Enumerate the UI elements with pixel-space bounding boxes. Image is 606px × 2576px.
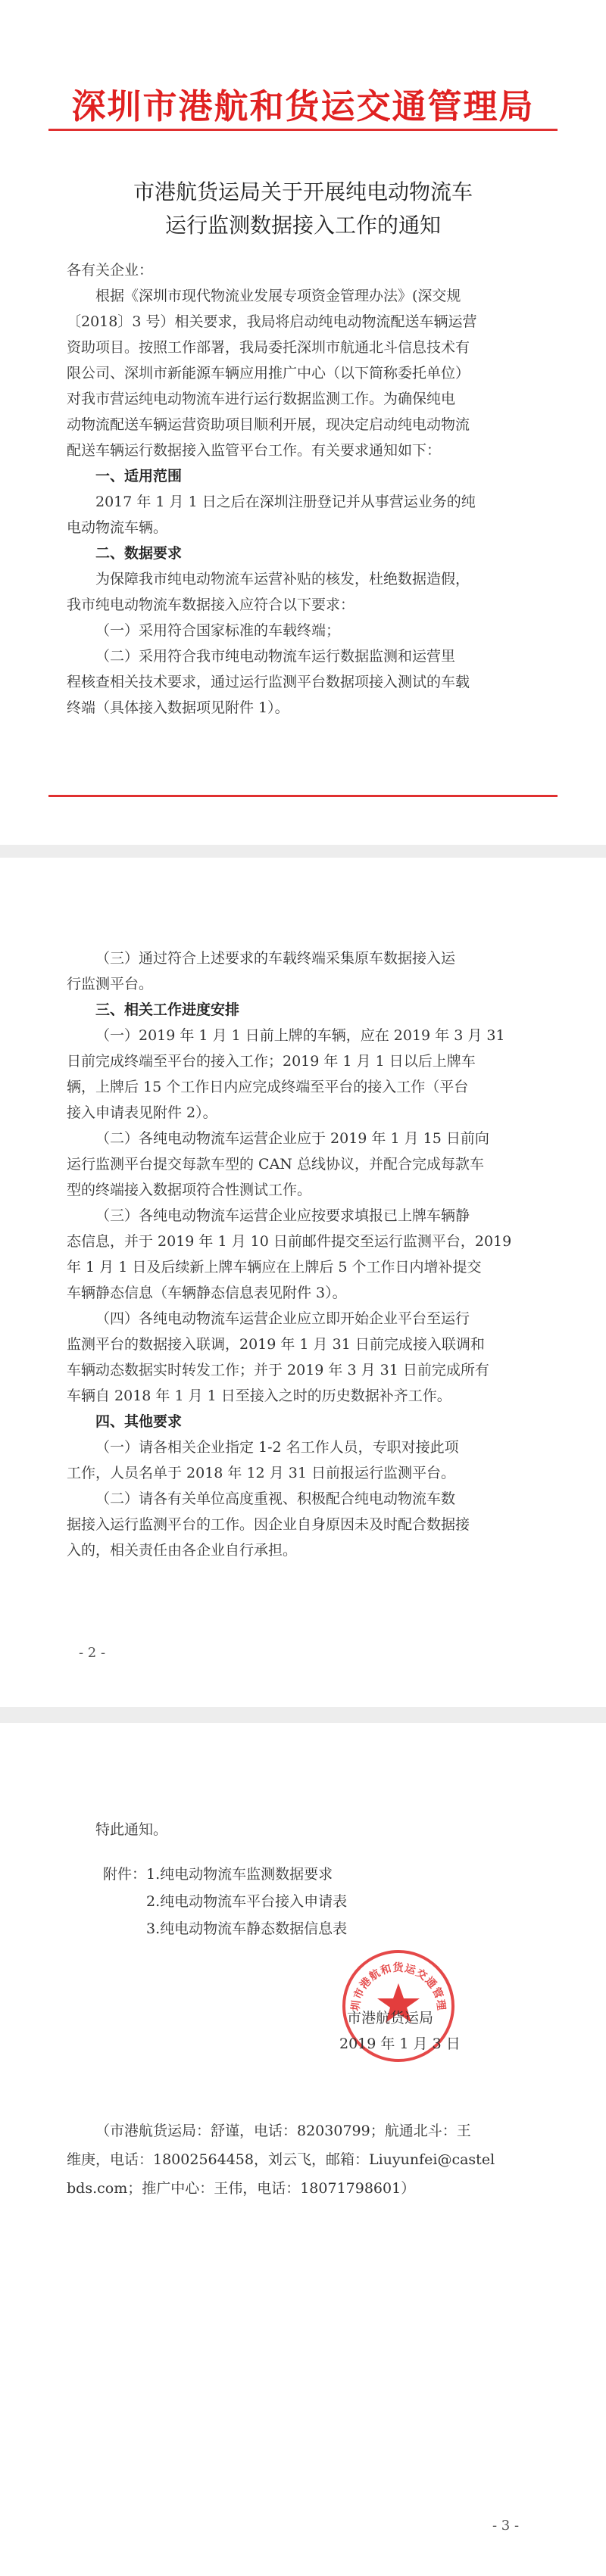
section-heading-data-requirements: 二、数据要求 [95,545,183,562]
data-req-item-3-line: 行监测平台。 [67,976,154,992]
contact-line: bds.com；推广中心：王伟，电话：18071798601） [67,2180,416,2197]
svg-text:深圳市港航和货运交通管理局: 圳市港航和货运交通管理 [349,1962,448,2012]
intro-line: 资助项目。按照工作部署，我局委托深圳市航通北斗信息技术有 [67,339,470,356]
section-heading-schedule: 三、相关工作进度安排 [95,1001,240,1018]
schedule-item-4-line: 监测平台的数据接入联调，2019 年 1 月 31 日前完成接入联调和 [67,1336,485,1353]
document-page-1 [0,0,606,845]
other-item-1-line: （一）请各相关企业指定 1-2 名工作人员，专职对接此项 [95,1439,459,1456]
page-number: - 2 - [79,1645,106,1661]
agency-header-title: 深圳市港航和货运交通管理局 [71,86,535,126]
attachments-label: 附件： [103,1866,147,1883]
contact-info [67,2117,539,2203]
data-req-item-2-line: （二）采用符合我市纯电动物流车运行数据监测和运营里 [95,648,456,665]
schedule-item-3-line: 年 1 月 1 日及后续新上牌车辆应在上牌后 5 个工作日内增补提交 [67,1259,482,1276]
intro-line: 动物流配送车辆运营资助项目顺利开展，现决定启动纯电动物流 [67,416,470,433]
attachment-item: 1.纯电动物流车监测数据要求 [146,1866,333,1883]
intro-line: 〔2018〕3 号）相关要求，我局将启动纯电动物流配送车辆运营 [67,313,477,330]
data-req-line: 我市纯电动物流车数据接入应符合以下要求： [67,596,355,613]
data-req-line: 为保障我市纯电动物流车运营补贴的核发，杜绝数据造假， [95,571,470,587]
page3-closing [67,1817,539,1842]
attachment-item: 2.纯电动物流车平台接入申请表 [146,1893,348,1910]
data-req-item-3-line: （三）通过符合上述要求的车载终端采集原车数据接入运 [95,950,456,967]
intro-line: 配送车辆运行数据接入监管平台工作。有关要求通知如下： [67,442,442,459]
schedule-item-4-line: 车辆自 2018 年 1 月 1 日至接入之时的历史数据补齐工作。 [67,1388,451,1404]
attachment-item: 3.纯电动物流车静态数据信息表 [146,1920,348,1937]
page2-body [67,945,539,1563]
schedule-item-4-line: 车辆动态数据实时转发工作；并于 2019 年 3 月 31 日前完成所有 [67,1362,489,1378]
schedule-item-1-line: 辆，上牌后 15 个工作日内应完成终端至平台的接入工作（平台 [67,1079,469,1095]
attachments-list [103,1861,347,1942]
other-item-2-line: （二）请各有关单位高度重视、积极配合纯电动物流车数 [95,1490,456,1507]
page-number: - 3 - [492,2518,520,2534]
notice-closing: 特此通知。 [95,1821,168,1838]
schedule-item-3-line: 态信息，并于 2019 年 1 月 10 日前邮件提交至运行监测平台，2019 [67,1233,512,1250]
intro-line: 对我市营运纯电动物流车进行运行数据监测工作。为确保纯电 [67,391,456,407]
schedule-item-2-line: （二）各纯电动物流车运营企业应于 2019 年 1 月 15 日前向 [95,1130,489,1147]
contact-line: 维庚，电话：18002564458，刘云飞，邮箱：Liuyunfei@castel [67,2151,495,2168]
salutation: 各有关企业： [67,262,154,279]
schedule-item-1-line: （一）2019 年 1 月 1 日前上牌的车辆，应在 2019 年 3 月 31 [95,1027,505,1044]
document-page-2 [0,858,606,1707]
data-req-item-2-line: 终端（具体接入数据项见附件 1）。 [67,699,289,716]
data-req-item-2-line: 程核查相关技术要求，通过运行监测平台数据项接入测试的车载 [67,674,470,690]
schedule-item-3-line: 车辆静态信息（车辆静态信息表见附件 3）。 [67,1285,347,1301]
section-heading-other: 四、其他要求 [95,1413,183,1430]
other-item-2-line: 据接入运行监测平台的工作。因企业自身原因未及时配合数据接 [67,1516,470,1533]
intro-line: 根据《深圳市现代物流业发展专项资金管理办法》(深交规 [95,288,461,304]
notice-title-line-1: 市港航货运局关于开展纯电动物流车 [133,179,473,204]
schedule-item-2-line: 型的终端接入数据项符合性测试工作。 [67,1182,312,1198]
scope-line: 2017 年 1 月 1 日之后在深圳注册登记并从事营运业务的纯 [95,494,476,510]
schedule-item-1-line: 接入申请表见附件 2）。 [67,1104,217,1121]
scope-line: 电动物流车辆。 [67,519,168,536]
notice-title [0,176,606,242]
header-red-rule [48,129,558,131]
other-item-2-line: 入的，相关责任由各企业自行承担。 [67,1542,298,1559]
other-item-1-line: 工作，人员名单于 2018 年 12 月 31 日前报运行监测平台。 [67,1465,455,1481]
notice-title-line-2: 运行监测数据接入工作的通知 [164,213,441,238]
schedule-item-2-line: 运行监测平台提交每款车型的 CAN 总线协议，并配合完成每款车 [67,1156,484,1173]
section-heading-scope: 一、适用范围 [95,468,183,484]
page1-body [67,257,539,721]
schedule-item-1-line: 日前完成终端至平台的接入工作；2019 年 1 月 1 日以后上牌车 [67,1053,476,1070]
signature-date: 2019 年 1 月 3 日 [339,2036,461,2052]
data-req-item-1: （一）采用符合国家标准的车载终端； [95,622,341,639]
schedule-item-3-line: （三）各纯电动物流车运营企业应按要求填报已上牌车辆静 [95,1207,470,1224]
schedule-item-4-line: （四）各纯电动物流车运营企业应立即开始企业平台至运行 [95,1310,470,1327]
footer-red-rule [48,795,558,797]
signature-agency: 市港航货运局 [347,2010,434,2026]
intro-line: 限公司、深圳市新能源车辆应用推广中心（以下简称委托单位） [67,365,470,382]
contact-line: （市港航货运局：舒谨，电话：82030799；航通北斗：王 [95,2123,471,2139]
